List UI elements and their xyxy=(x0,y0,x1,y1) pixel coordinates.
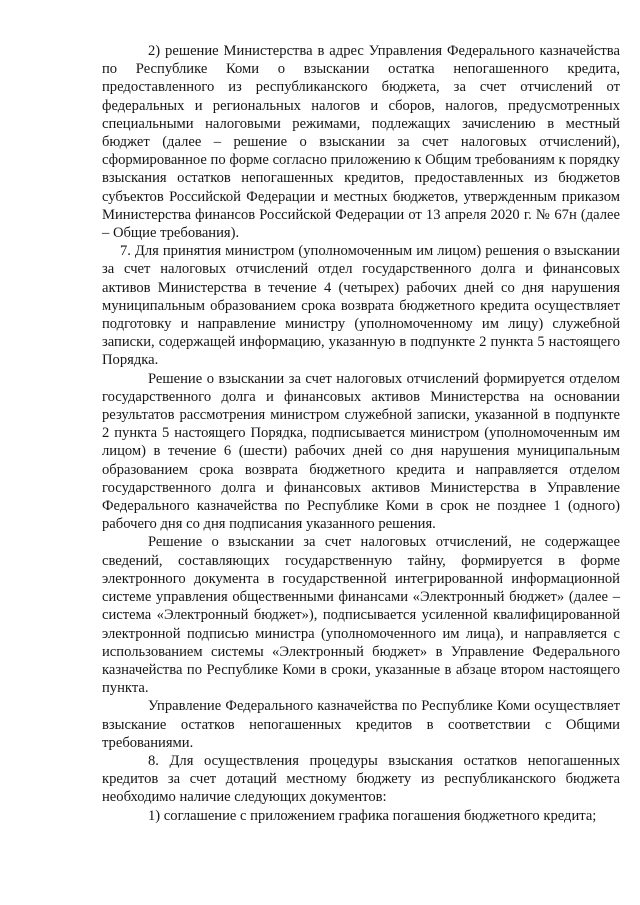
paragraph-treasury-recovery: Управление Федерального казначейства по Республике Коми осуществляет взыскание остатков непогашенных кредитов в соответствии с Общими требованиями. xyxy=(102,698,620,751)
paragraph-electronic-decision: Решение о взыскании за счет налоговых отчислений, не содержащее сведений, составляющих государственную тайну, формируется в форме электронного документа в государственной интегрированной информационной системе управления общественными финансами «Электронный бюджет» (далее – система «Электронный бюджет»), подписывается усиленной квалифицированной электронной подписью министра (уполномоченного им лица), и направляется с использованием системы «Электронный бюджет» в Управление Федерального казначейства по Республике Коми в сроки, указанные в абзаце втором настоящего пункта. xyxy=(102,534,620,697)
document-page xyxy=(102,40,620,825)
paragraph-item-2-decision: 2) решение Министерства в адрес Управления Федерального казначейства по Республике Коми о взыскании остатка непогашенного кредита, предоставленного из республиканского бюджета, за счет отчислений от федеральных и региональных налогов и сборов, налогов, предусмотренных специальными налоговыми режимами, подлежащих зачислению в местный бюджет (далее – решение о взыскании за счет налоговых отчислений), сформированное по форме согласно приложению к Общим требованиям к порядку взыскания остатков непогашенных кредитов, предоставленных из бюджетов субъектов Российской Федерации и местных бюджетов, утвержденным приказом Министерства финансов Российской Федерации от 13 апреля 2020 г. № 67н (далее – Общие требования). xyxy=(102,43,620,242)
paragraph-decision-formation: Решение о взыскании за счет налоговых отчислений формируется отделом государственного долга и финансовых активов Министерства на основании результатов рассмотрения министром служебной записки, указанной в подпункте 2 пункта 5 настоящего Порядка, подписывается министром (уполномоченным им лицом) в течение 6 (шести) рабочих дней со дня нарушения муниципальным образованием срока возврата бюджетного кредита и направляется отделом государственного долга и финансовых активов Министерства в Управление Федерального казначейства по Республике Коми в срок не позднее 1 (одного) рабочего дня со дня подписания указанного решения. xyxy=(102,370,620,533)
paragraph-clause-8: 8. Для осуществления процедуры взыскания остатков непогашенных кредитов за счет дотаций местному бюджету из республиканского бюджета необходимо наличие следующих документов: xyxy=(102,752,620,806)
paragraph-clause-7: 7. Для принятия министром (уполномоченным им лицом) решения о взыскании за счет налоговых отчислений отдел государственного долга и финансовых активов Министерства в течение 4 (четырех) рабочих дней со дня нарушения муниципальным образованием срока возврата бюджетного кредита осуществляет подготовку и направление министру (уполномоченному им лицу) служебной записки, содержащей информацию, указанную в подпункте 2 пункта 5 настоящего Порядка. xyxy=(102,243,620,369)
paragraph-list-item-1: 1) соглашение с приложением графика погашения бюджетного кредита; xyxy=(148,807,597,824)
